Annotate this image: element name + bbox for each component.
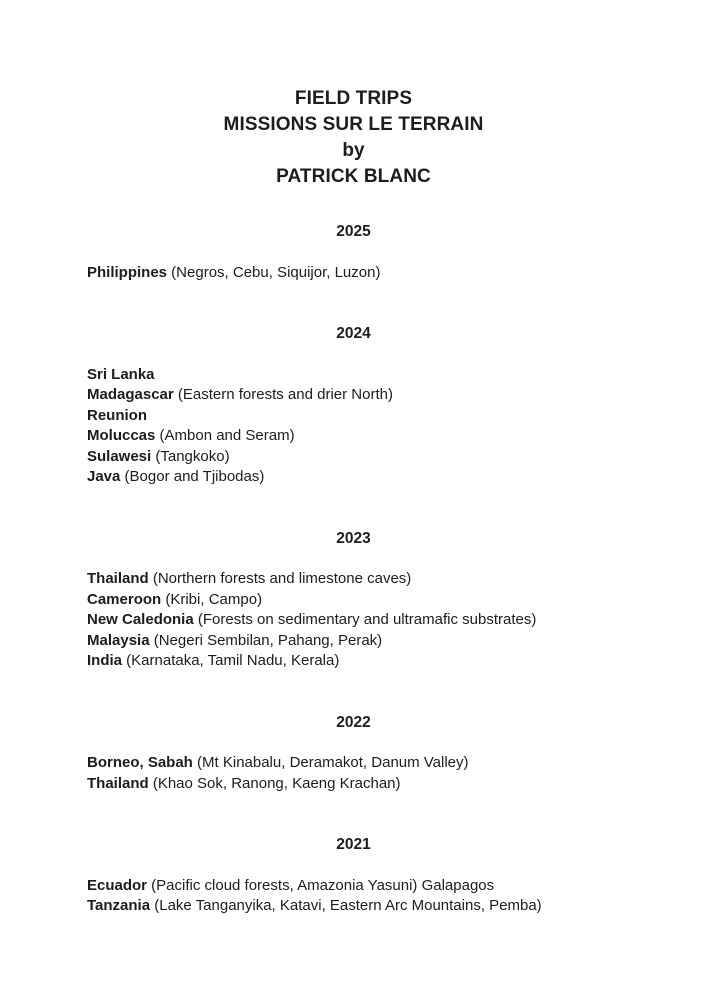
- trip-place: Ecuador: [87, 876, 148, 894]
- entry-list: [0, 569, 707, 672]
- trip-details: (Northern forests and limestone caves): [148, 570, 412, 587]
- title-line-missions: MISSIONS SUR LE TERRAIN: [223, 114, 484, 135]
- trip-details: (Forests on sedimentary and ultramafic substrates): [193, 611, 537, 628]
- document-title: [0, 86, 707, 190]
- year-heading: 2021: [336, 836, 371, 853]
- trip-details: (Kribi, Campo): [161, 590, 263, 608]
- trip-details: (Bogor and Tjibodas): [120, 468, 265, 485]
- trip-place: Sri Lanka: [87, 365, 155, 383]
- trip-place: Sulawesi: [87, 447, 152, 465]
- trip-sections: [0, 222, 707, 917]
- trip-place: New Caledonia: [87, 611, 194, 628]
- trip-entry: [87, 467, 667, 488]
- trip-entry: [87, 896, 667, 917]
- trip-place: Malaysia: [87, 631, 150, 649]
- trip-details: (Mt Kinabalu, Deramakot, Danum Valley): [192, 754, 469, 771]
- trip-place: Thailand: [87, 774, 149, 792]
- trip-entry: [87, 263, 667, 284]
- title-line-by: by: [342, 140, 365, 161]
- trip-details: (Ambon and Seram): [155, 427, 295, 444]
- year-heading: 2024: [336, 325, 371, 342]
- trip-entry: [87, 590, 667, 611]
- year-heading: 2023: [336, 529, 371, 547]
- trip-entry: [87, 385, 667, 406]
- year-heading: 2025: [336, 223, 371, 240]
- trip-details: (Eastern forests and drier North): [173, 386, 393, 403]
- trip-place: Reunion: [87, 406, 147, 424]
- trip-entry: [87, 631, 667, 652]
- trip-place: Borneo, Sabah: [87, 754, 193, 771]
- trip-details: (Karnataka, Tamil Nadu, Kerala): [122, 652, 340, 669]
- trip-place: Philippines: [87, 263, 168, 281]
- year-section: [0, 529, 707, 672]
- trip-details: (Negros, Cebu, Siquijor, Luzon): [167, 263, 381, 281]
- trip-place: Moluccas: [87, 427, 156, 444]
- trip-entry: [87, 753, 667, 774]
- entry-list: [0, 365, 707, 488]
- trip-place: Thailand: [87, 570, 149, 587]
- trip-place: Cameroon: [87, 590, 162, 608]
- trip-entry: [87, 426, 667, 447]
- trip-place: India: [87, 652, 123, 669]
- trip-details: (Negeri Sembilan, Pahang, Perak): [149, 631, 383, 649]
- title-line-field-trips: FIELD TRIPS: [294, 88, 413, 109]
- trip-entry: [87, 447, 667, 468]
- trip-entry: [87, 876, 667, 897]
- trip-details: (Tangkoko): [151, 447, 230, 465]
- trip-entry: [87, 569, 667, 590]
- year-heading: 2022: [336, 713, 371, 731]
- trip-entry: [87, 610, 667, 631]
- title-line-author: PATRICK BLANC: [276, 166, 431, 187]
- trip-place: Madagascar: [87, 386, 174, 403]
- year-section: [0, 835, 707, 917]
- trip-place: Java: [87, 468, 121, 485]
- entry-list: [0, 263, 707, 284]
- trip-place: Tanzania: [87, 897, 151, 914]
- trip-details: (Lake Tanganyika, Katavi, Eastern Arc Mountains, Pemba): [150, 897, 542, 914]
- entry-list: [0, 753, 707, 794]
- year-section: [0, 222, 707, 283]
- trip-entry: [87, 365, 667, 386]
- trip-entry: [87, 774, 667, 795]
- year-section: [0, 324, 707, 488]
- trip-details: (Pacific cloud forests, Amazonia Yasuni) Galapagos: [147, 876, 495, 894]
- trip-details: (Khao Sok, Ranong, Kaeng Krachan): [148, 774, 401, 792]
- trip-entry: [87, 651, 667, 672]
- year-section: [0, 713, 707, 795]
- entry-list: [0, 876, 707, 917]
- trip-entry: [87, 406, 667, 427]
